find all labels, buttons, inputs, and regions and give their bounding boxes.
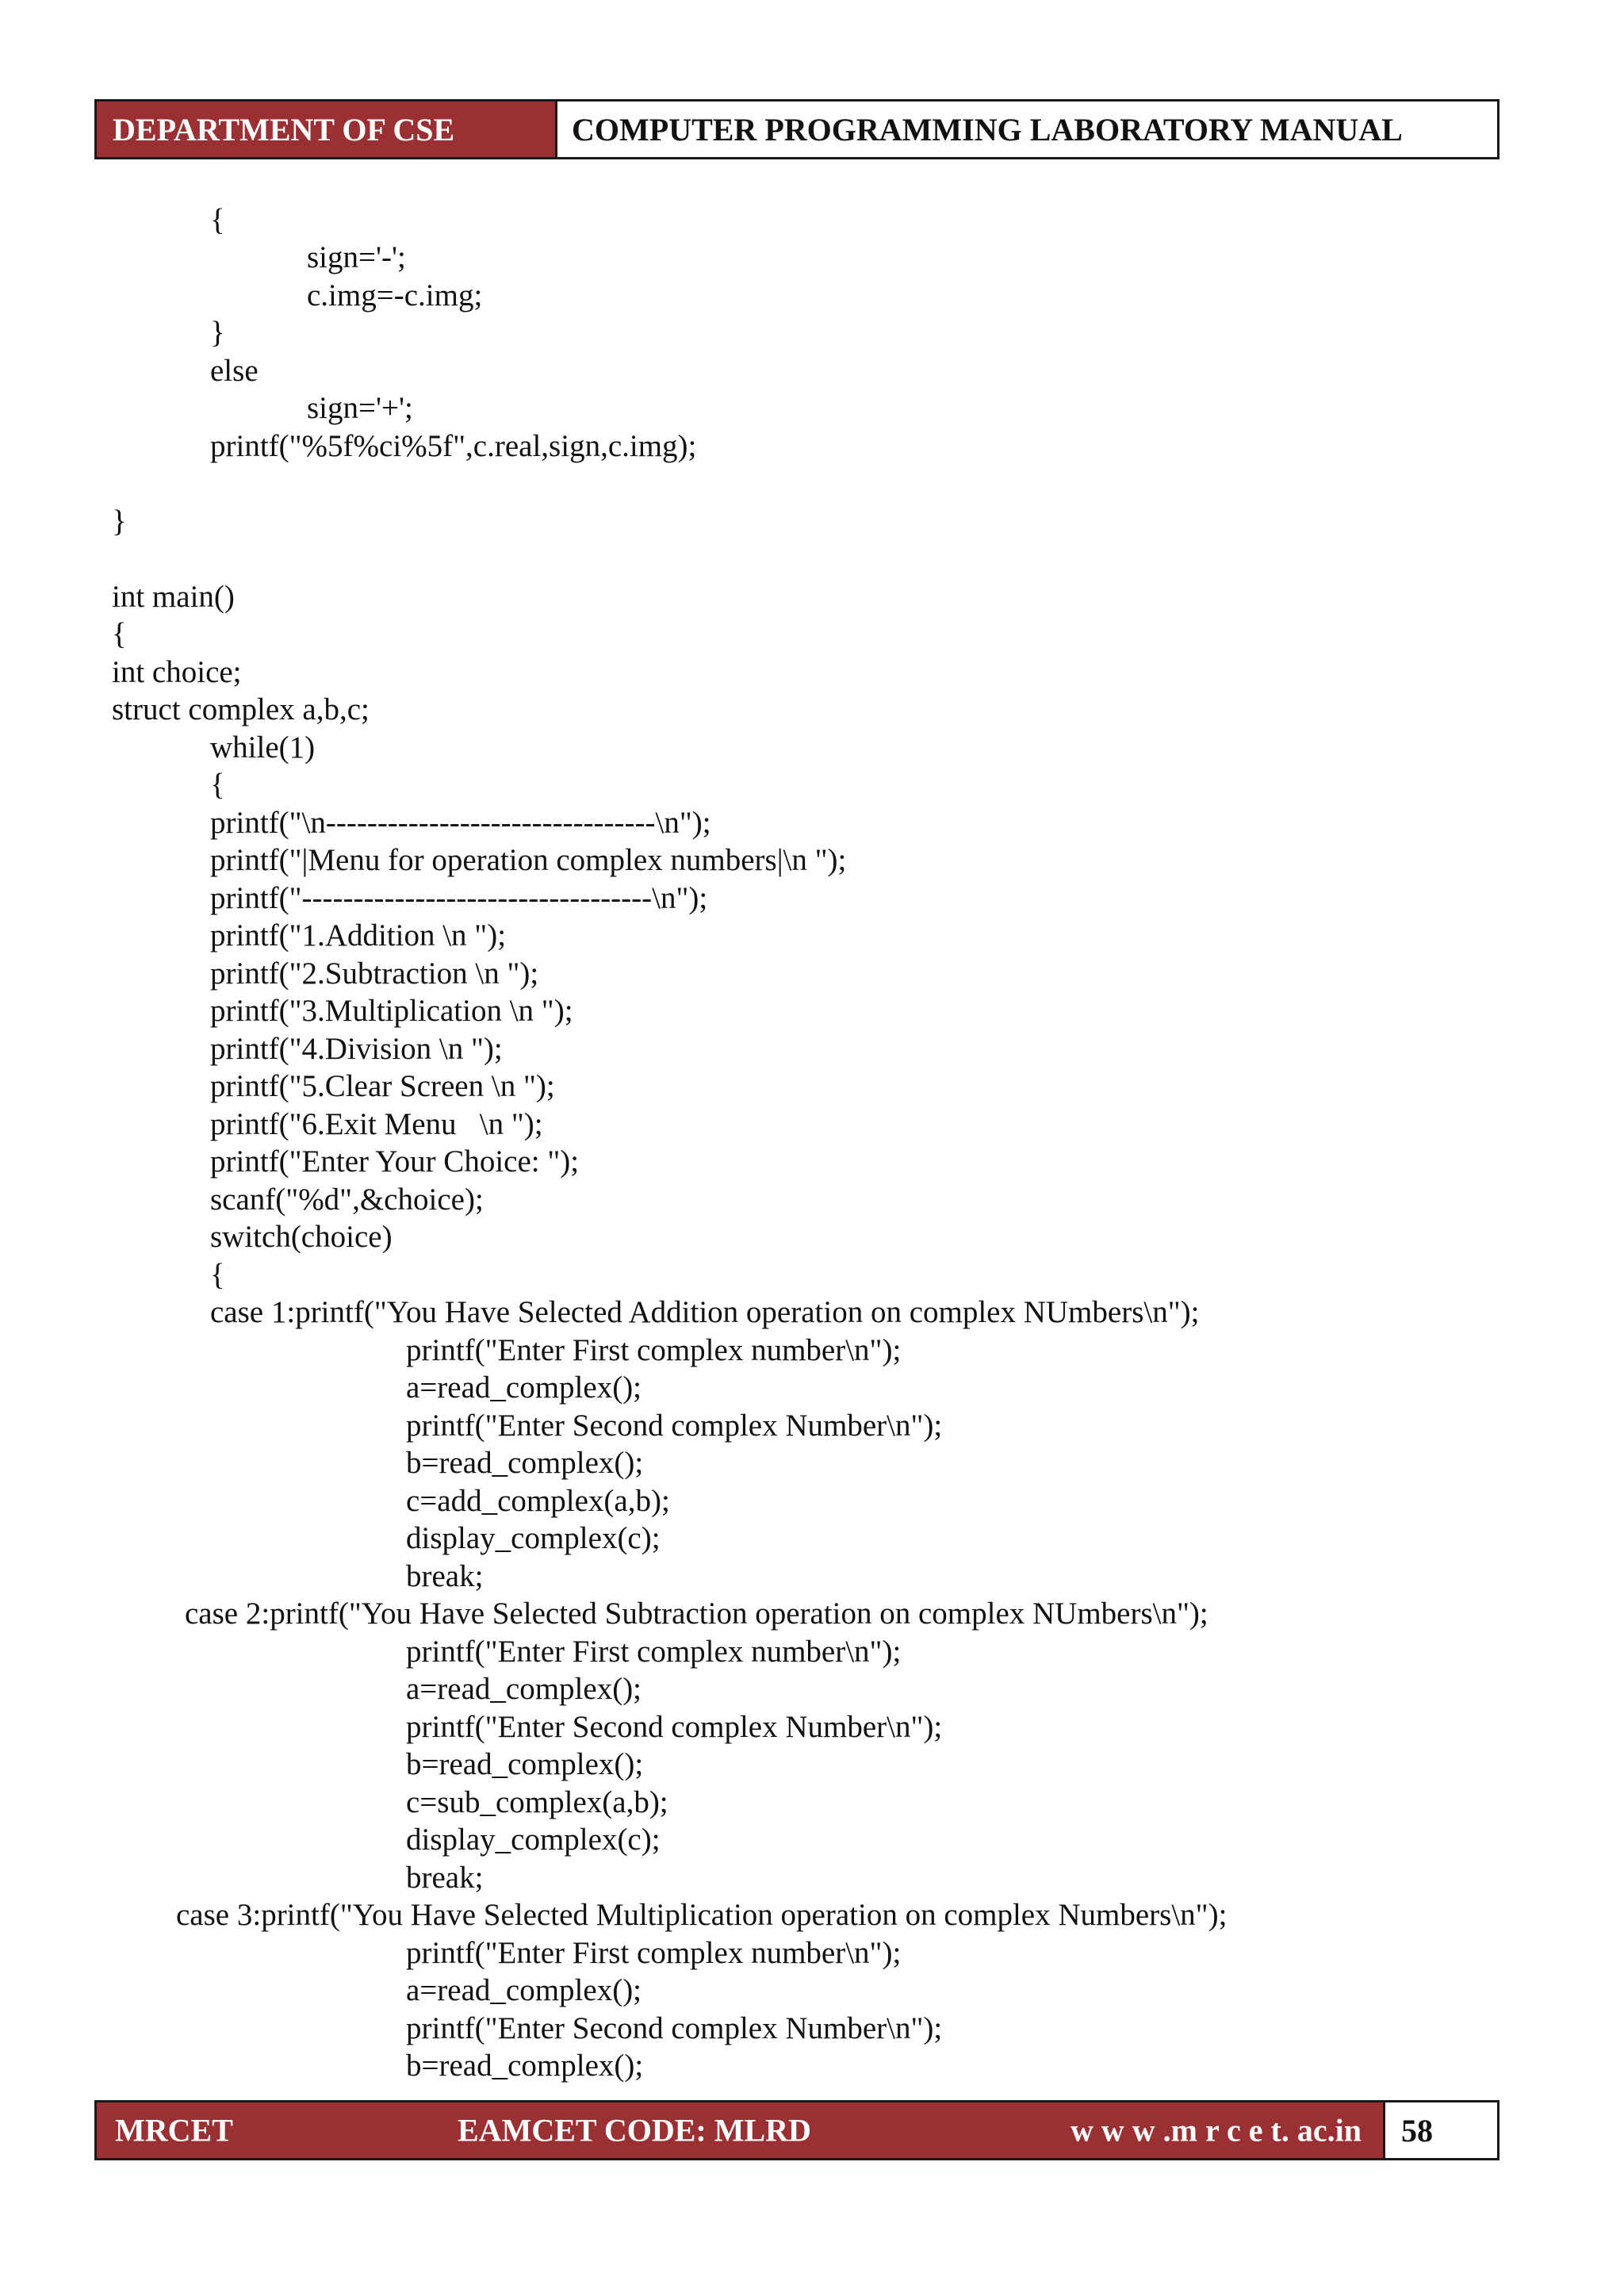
code-line: case 1:printf("You Have Selected Addition operation on complex NUmbers\n"); — [210, 1295, 1200, 1329]
code-line: else — [210, 354, 259, 388]
code-line: case 3:printf("You Have Selected Multiplication operation on complex Numbers\n"); — [176, 1898, 1228, 1932]
code-line: scanf("%d",&choice); — [210, 1182, 484, 1217]
code-line: struct complex a,b,c; — [112, 692, 370, 726]
code-line: printf("Enter Your Choice: "); — [210, 1144, 580, 1179]
institution-label: MRCET — [115, 2112, 233, 2148]
page-number: 58 — [1383, 2102, 1497, 2158]
code-line: printf("5.Clear Screen \n "); — [210, 1069, 555, 1103]
code-line: display_complex(c); — [406, 1521, 661, 1555]
code-line: b=read_complex(); — [406, 1446, 644, 1480]
code-line: } — [112, 504, 127, 539]
code-line: printf("4.Division \n "); — [210, 1032, 503, 1066]
website-link[interactable]: w w w .m r c e t. ac.in — [1071, 2112, 1362, 2148]
code-line: display_complex(c); — [406, 1823, 661, 1857]
page-footer — [94, 2100, 1500, 2160]
code-line: a=read_complex(); — [406, 1370, 642, 1405]
code-line: c.img=-c.img; — [307, 278, 483, 312]
code-line: sign='+'; — [307, 391, 413, 425]
code-line: printf("----------------------------------\n"); — [210, 881, 708, 915]
code-line: printf("6.Exit Menu \n "); — [210, 1107, 543, 1141]
eamcet-code: EAMCET CODE: MLRD — [458, 2112, 811, 2148]
code-line: sign='-'; — [307, 240, 406, 274]
code-line: printf("Enter Second complex Number\n"); — [406, 1409, 943, 1443]
code-line: { — [112, 617, 127, 651]
code-line: printf("3.Multiplication \n "); — [210, 994, 573, 1028]
code-line: b=read_complex(); — [406, 2049, 644, 2083]
code-line: a=read_complex(); — [406, 1973, 642, 2007]
code-line: c=add_complex(a,b); — [406, 1484, 670, 1518]
code-line: a=read_complex(); — [406, 1672, 642, 1706]
code-line: printf("Enter First complex number\n"); — [406, 1635, 902, 1669]
code-line: printf("Enter First complex number\n"); — [406, 1936, 902, 1970]
code-line: case 2:printf("You Have Selected Subtraction operation on complex NUmbers\n"); — [185, 1596, 1208, 1631]
code-line: printf("Enter Second complex Number\n"); — [406, 1710, 943, 1744]
code-line: int main() — [112, 580, 235, 614]
code-line: printf("Enter First complex number\n"); — [406, 1333, 902, 1367]
code-line: int choice; — [112, 655, 242, 689]
code-line: { — [210, 1258, 225, 1292]
code-line: switch(choice) — [210, 1220, 393, 1254]
page-header — [94, 99, 1500, 159]
code-line: printf("%5f%ci%5f",c.real,sign,c.img); — [210, 429, 697, 463]
code-line: break; — [406, 1861, 484, 1895]
code-line: } — [210, 316, 225, 350]
code-line: printf("1.Addition \n "); — [210, 918, 507, 953]
code-line: printf("2.Subtraction \n "); — [210, 956, 539, 991]
code-line: break; — [406, 1559, 484, 1593]
code-line: printf("Enter Second complex Number\n"); — [406, 2011, 943, 2045]
code-line: printf("|Menu for operation complex numbers|\n "); — [210, 843, 847, 877]
footer-bar — [97, 2102, 1383, 2158]
code-line: { — [210, 203, 225, 237]
code-line: while(1) — [210, 730, 316, 765]
code-line: c=sub_complex(a,b); — [406, 1785, 668, 1819]
code-line: b=read_complex(); — [406, 1747, 644, 1781]
department-label: DEPARTMENT OF CSE — [97, 102, 555, 157]
code-line: { — [210, 768, 225, 802]
manual-title: COMPUTER PROGRAMMING LABORATORY MANUAL — [555, 102, 1497, 157]
code-line: printf("\n--------------------------------\n"); — [210, 806, 711, 840]
